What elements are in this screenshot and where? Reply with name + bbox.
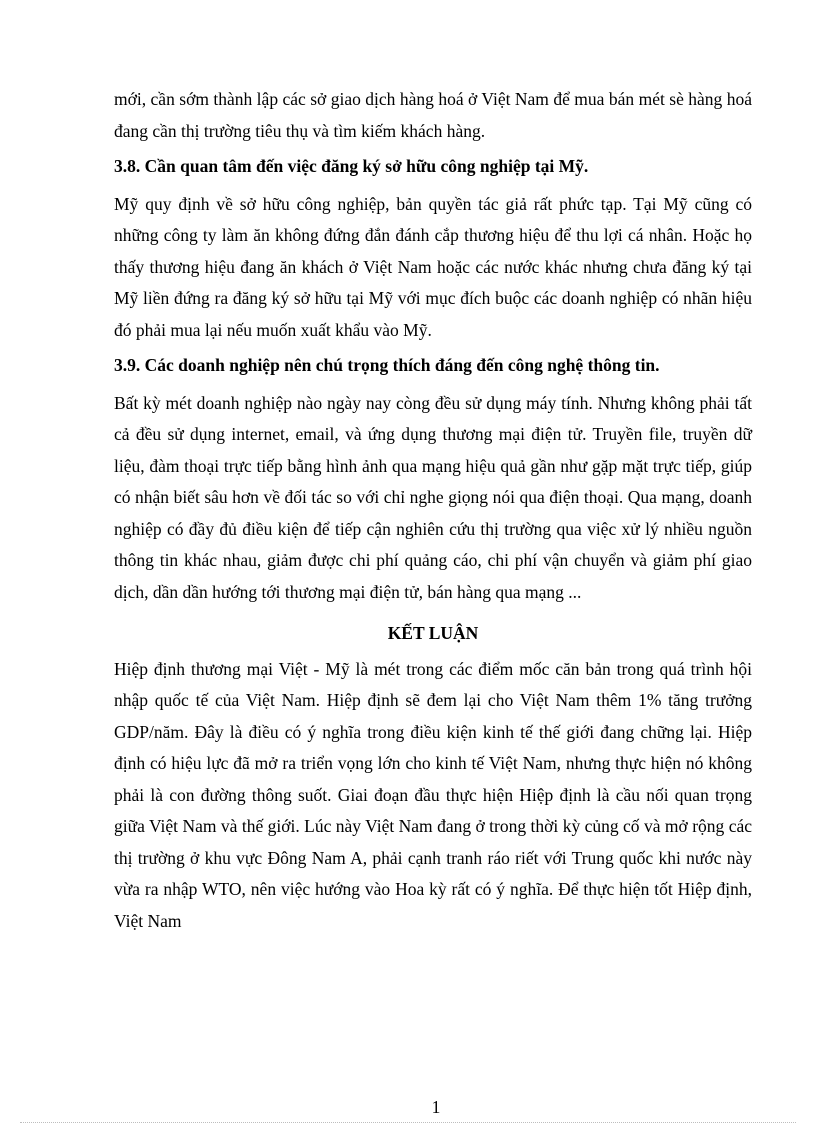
section-3-8-heading: 3.8. Cần quan tâm đến việc đăng ký sở hữu công nghiệp tại Mỹ. (114, 156, 589, 176)
section-3-9-body: Bất kỳ mét doanh nghiệp nào ngày nay còng đều sử dụng máy tính. Nhưng không phải tất cả đều sử dụng internet, email, và ứng dụng thương mại điện tử. Truyền file, truyền dữ liệu, đàm thoại trực tiếp bằng hình ảnh qua mạng hiệu quả gần như gặp mặt trực tiếp, giúp có nhận biết sâu hơn về đối tác so với chỉ nghe giọng nói qua điện thoại. Qua mạng, doanh nghiệp có đầy đủ điều kiện để tiếp cận nghiên cứu thị trường qua việc xử lý nhiều nguồn thông tin khác nhau, giảm được chi phí quảng cáo, chi phí vận chuyển và giảm phí giao dịch, dần dần hướng tới thương mại điện tử, bán hàng qua mạng ... (114, 392, 752, 602)
conclusion-title: KẾT LUẬN (387, 623, 479, 643)
conclusion-body: Hiệp định thương mại Việt - Mỹ là mét trong các điểm mốc căn bản trong quá trình hội nhập quốc tế của Việt Nam. Hiệp định sẽ đem lại cho Việt Nam thêm 1% tăng trưởng GDP/năm. Đây là điều có ý nghĩa trong điều kiện kinh tế thế giới đang chững lại. Hiệp định có hiệu lực đã mở ra triển vọng lớn cho kinh tế Việt Nam, nhưng thực hiện nó không phải là con đường thông suốt. Giai đoạn đầu thực hiện Hiệp định là cầu nối quan trọng giữa Việt Nam và thế giới. Lúc này Việt Nam đang ở trong thời kỳ củng cố và mở rộng các thị trường ở khu vực Đông Nam A, phải cạnh tranh ráo riết với Trung quốc khi nước này vừa ra nhập WTO, nên việc hướng vào Hoa kỳ rất có ý nghĩa. Để thực hiện tốt Hiệp định, Việt Nam (114, 658, 752, 931)
intro-paragraph: mới, cần sớm thành lập các sở giao dịch hàng hoá ở Việt Nam để mua bán mét sè hàng hoá đang cần thị trường tiêu thụ và tìm kiếm khách hàng. (114, 89, 752, 141)
section-3-9-heading: 3.9. Các doanh nghiệp nên chú trọng thích đáng đến công nghệ thông tin. (114, 355, 660, 375)
page-number: 1 (431, 1097, 441, 1117)
page-content (114, 84, 752, 937)
section-3-8-body: Mỹ quy định về sở hữu công nghiệp, bản quyền tác giả rất phức tạp. Tại Mỹ cũng có những công ty làm ăn không đứng đắn đánh cắp thương hiệu để thu lợi cá nhân. Hoặc họ thấy thương hiệu đang ăn khách ở Việt Nam hoặc các nước khác nhưng chưa đăng ký tại Mỹ liền đứng ra đăng ký sở hữu tại Mỹ với mục đích buộc các doanh nghiệp có nhãn hiệu đó phải mua lại nếu muốn xuất khẩu vào Mỹ. (114, 193, 752, 340)
